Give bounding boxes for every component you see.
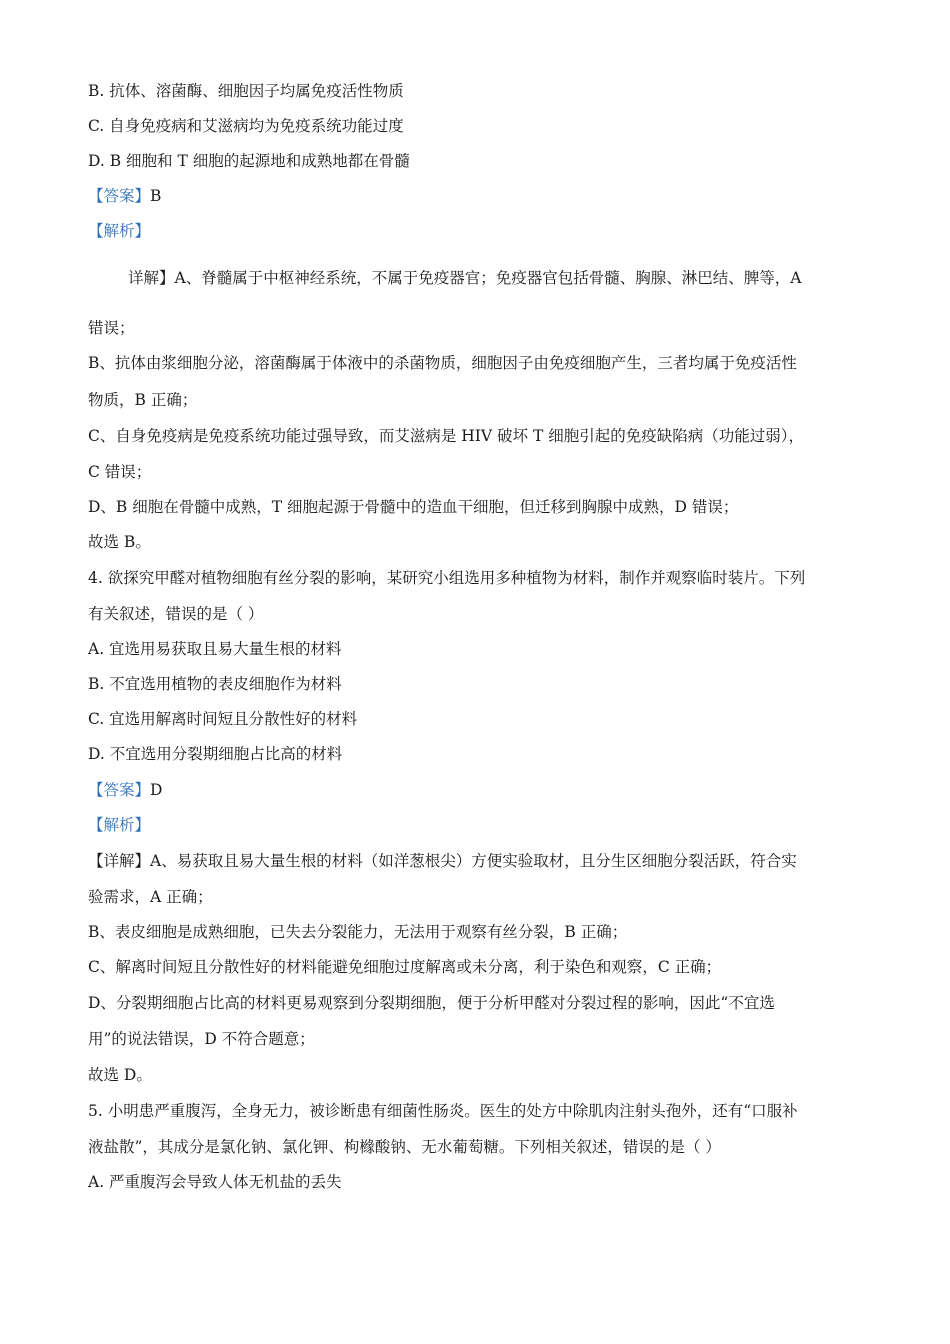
q3-option-d: D. B 细胞和 T 细胞的起源地和成熟地都在骨髓 (88, 152, 410, 170)
q4-detail-line: 验需求，A 正确； (88, 888, 213, 906)
q3-answer (88, 186, 161, 206)
q4-stem-line: 4. 欲探究甲醛对植物细胞有丝分裂的影响，某研究小组选用多种植物为材料，制作并观察临时装片。下列 (88, 569, 806, 587)
q3-detail-line: 详解】A、脊髓属于中枢神经系统，不属于免疫器官；免疫器官包括骨髓、胸腺、淋巴结、脾等，A (128, 269, 802, 287)
q5-stem-line: 液盐散”，其成分是氯化钠、氯化钾、枸橼酸钠、无水葡萄糖。下列相关叙述，错误的是（ ） (88, 1138, 721, 1156)
q5-option-a: A. 严重腹泻会导致人体无机盐的丢失 (88, 1173, 342, 1191)
q4-detail-line: C、解离时间短且分散性好的材料能避免细胞过度解离或未分离，利于染色和观察，C 正确； (88, 958, 722, 976)
q4-stem-line: 有关叙述，错误的是（ ） (88, 605, 264, 623)
q5-stem-line: 5. 小明患严重腹泻，全身无力，被诊断患有细菌性肠炎。医生的处方中除肌肉注射头孢外，还有“口服补 (88, 1102, 798, 1120)
q3-detail-line: 错误； (88, 319, 135, 337)
q4-answer-value: D (150, 781, 163, 799)
q3-analysis-label: 【解析】 (88, 222, 151, 240)
q4-option-b: B. 不宜选用植物的表皮细胞作为材料 (88, 675, 342, 693)
q4-detail-line: D、分裂期细胞占比高的材料更易观察到分裂期细胞，便于分析甲醛对分裂过程的影响，因此“不宜选 (88, 994, 775, 1012)
q3-detail-line: C 错误； (88, 463, 152, 481)
q4-analysis-label: 【解析】 (88, 816, 151, 834)
q4-answer-label: 【答案】 (88, 781, 151, 799)
q3-answer-label: 【答案】 (88, 187, 151, 205)
q3-option-b: B. 抗体、溶菌酶、细胞因子均属免疫活性物质 (88, 82, 404, 100)
q4-detail-line: B、表皮细胞是成熟细胞，已失去分裂能力，无法用于观察有丝分裂，B 正确； (88, 923, 628, 941)
q4-detail-line: 故选 D。 (88, 1066, 152, 1084)
q3-detail-line: B、抗体由浆细胞分泌，溶菌酶属于体液中的杀菌物质，细胞因子由免疫细胞产生，三者均属于免疫活性 (88, 354, 797, 372)
q3-detail-line: 故选 B。 (88, 533, 151, 551)
q4-option-a: A. 宜选用易获取且易大量生根的材料 (88, 640, 342, 658)
q4-detail-line: 【详解】A、易获取且易大量生根的材料（如洋葱根尖）方便实验取材，且分生区细胞分裂活跃，符合实 (88, 852, 797, 870)
q4-option-c: C. 宜选用解离时间短且分散性好的材料 (88, 710, 358, 728)
q3-option-c: C. 自身免疫病和艾滋病均为免疫系统功能过度 (88, 117, 404, 135)
q3-detail-line: D、B 细胞在骨髓中成熟，T 细胞起源于骨髓中的造血干细胞，但迁移到胸腺中成熟，D 错误； (88, 498, 739, 516)
q4-option-d: D. 不宜选用分裂期细胞占比高的材料 (88, 745, 343, 763)
q3-detail-line: C、自身免疫病是免疫系统功能过强导致，而艾滋病是 HIV 破坏 T 细胞引起的免疫缺陷病（功能过弱）， (88, 427, 804, 445)
q4-detail-line: 用”的说法错误，D 不符合题意； (88, 1030, 315, 1048)
q4-answer (88, 780, 162, 800)
q3-detail-line: 物质，B 正确； (88, 391, 198, 409)
q3-answer-value: B (150, 187, 162, 205)
